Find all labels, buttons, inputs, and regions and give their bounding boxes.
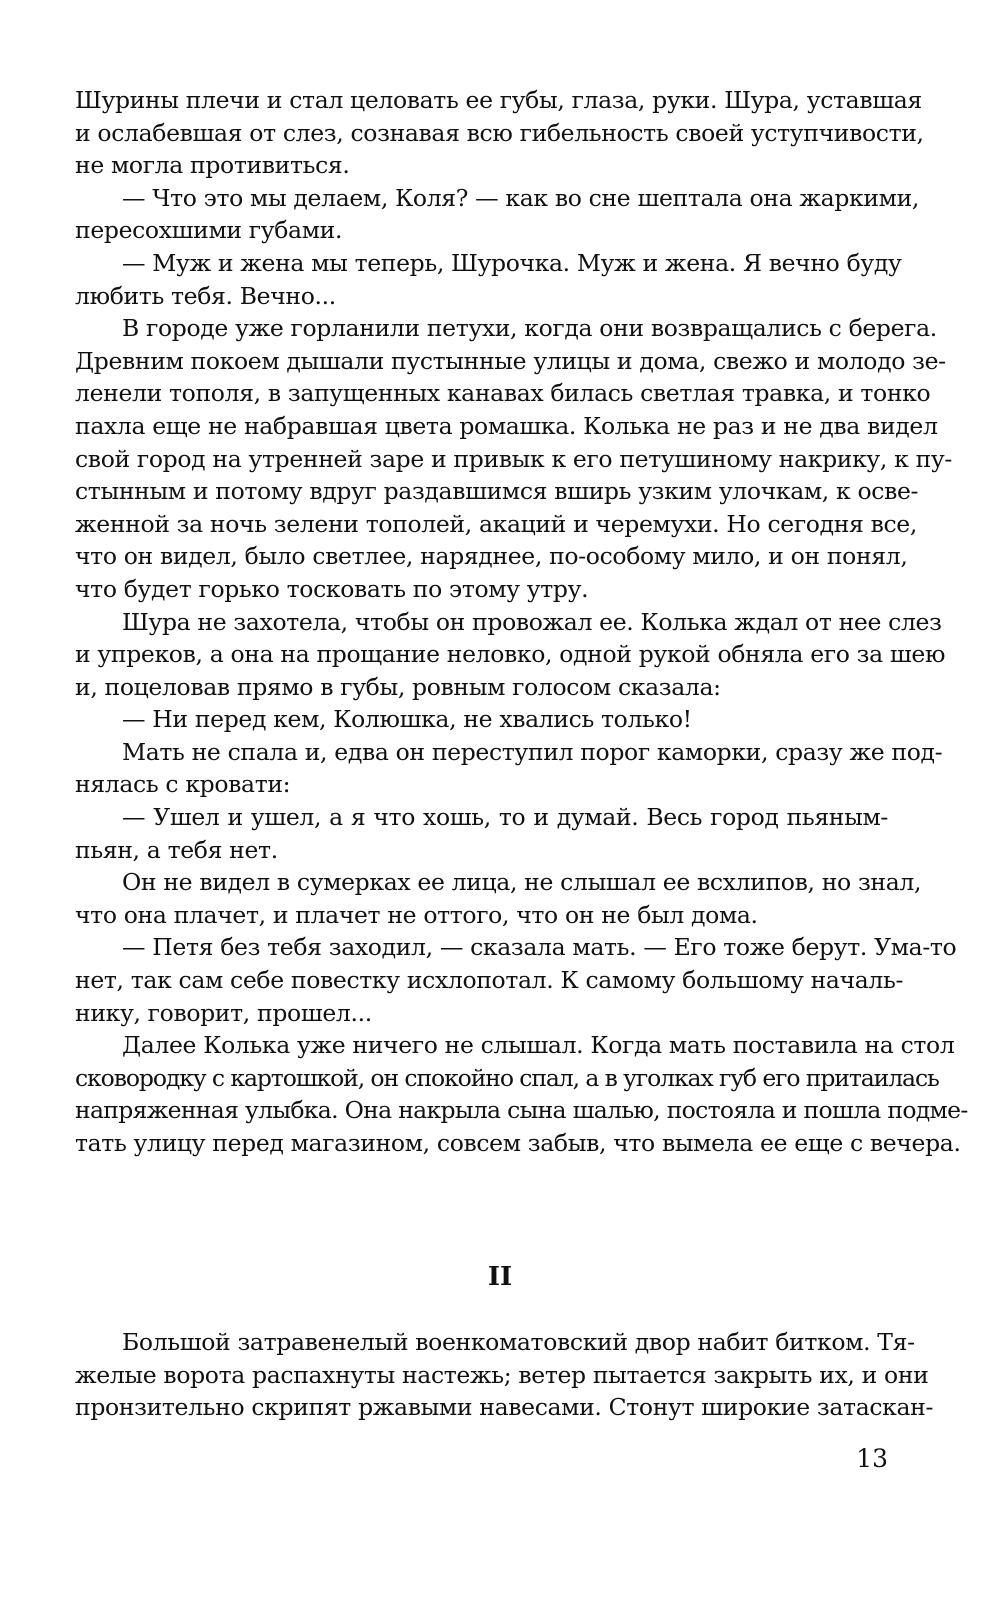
text-line: тать улицу перед магазином, совсем забыв, что вымела ее еще с вечера.: [75, 1129, 961, 1157]
text-line: Шурины плечи и стал целовать ее губы, глаза, руки. Шура, уставшая: [75, 86, 922, 114]
text-line: — Ушел и ушел, а я что хошь, то и думай. Весь город пьяным-: [122, 803, 888, 832]
text-line: — Муж и жена мы теперь, Шурочка. Муж и жена. Я вечно буду: [122, 248, 902, 277]
text-line: нялась с кровати:: [75, 770, 291, 799]
text-line: нику, говорит, прошел...: [75, 998, 372, 1027]
text-block-section-two: [75, 1326, 934, 1424]
text-line: и ослабевшая от слез, сознавая всю гибельность своей уступчивости,: [75, 118, 924, 147]
text-line: Большой затравенелый военкоматовский двор набит битком. Тя-: [122, 1328, 915, 1356]
text-line: стынным и потому вдруг раздавшимся вширь узким улочкам, к осве-: [75, 477, 919, 506]
text-line: и упреков, а она на прощание неловко, одной рукой обняла его за шею: [75, 640, 946, 669]
text-line: что он видел, было светлее, наряднее, по-особому мило, и он понял,: [75, 542, 908, 571]
text-line: желые ворота распахнуты настежь; ветер пытается закрыть их, и они: [75, 1360, 929, 1389]
text-line: ленели тополя, в запущенных канавах билась светлая травка, и тонко: [75, 379, 931, 408]
text-line: любить тебя. Вечно...: [75, 281, 336, 310]
text-line: что она плачет, и плачет не оттого, что он не был дома.: [75, 900, 758, 929]
text-line: и, поцеловав прямо в губы, ровным голосом сказала:: [75, 672, 721, 701]
text-line: пьян, а тебя нет.: [75, 835, 278, 864]
text-line: пахла еще не набравшая цвета ромашка. Колька не раз и не два видел: [75, 411, 938, 440]
text-line: не могла противиться.: [75, 151, 350, 180]
text-line: нет, так сам себе повестку исхлопотал. К самому большому началь-: [75, 966, 904, 995]
text-line: Он не видел в сумерках ее лица, не слышал ее всхлипов, но знал,: [122, 868, 922, 897]
text-line: женной за ночь зелени тополей, акаций и черемухи. Но сегодня все,: [75, 509, 917, 538]
page-number: 13: [856, 1444, 888, 1473]
text-line: В городе уже горланили петухи, когда они возвращались с берега.: [122, 314, 937, 343]
text-line: пронзительно скрипят ржавыми навесами. Стонут широкие затаскан-: [75, 1393, 934, 1422]
text-line: Древним покоем дышали пустынные улицы и дома, свежо и молодо зе-: [75, 346, 946, 375]
section-heading: II: [487, 1262, 513, 1292]
text-line: что будет горько тосковать по этому утру.: [75, 574, 589, 603]
text-line: Далее Колька уже ничего не слышал. Когда мать поставила на стол: [122, 1031, 955, 1060]
text-line: Мать не спала и, едва он переступил порог каморки, сразу же под-: [122, 737, 943, 766]
text-line: — Ни перед кем, Колюшка, не хвались только!: [122, 705, 692, 734]
text-line: пересохшими губами.: [75, 216, 343, 245]
text-line: напряженная улыбка. Она накрыла сына шалью, постояла и пошла подме-: [75, 1096, 968, 1125]
text-line: — Что это мы делаем, Коля? — как во сне шептала она жаркими,: [122, 183, 920, 212]
text-line: Шура не захотела, чтобы он провожал ее. Колька ждал от нее слез: [122, 607, 942, 636]
text-block-chapter-end: [75, 84, 968, 1160]
text-line: сковородку с картошкой, он спокойно спал, а в уголках губ его притаилась: [75, 1063, 939, 1092]
text-line: свой город на утренней заре и привык к его петушиному накрику, к пу-: [75, 444, 952, 473]
text-line: — Петя без тебя заходил, — сказала мать. — Его тоже берут. Ума-то: [122, 933, 957, 962]
